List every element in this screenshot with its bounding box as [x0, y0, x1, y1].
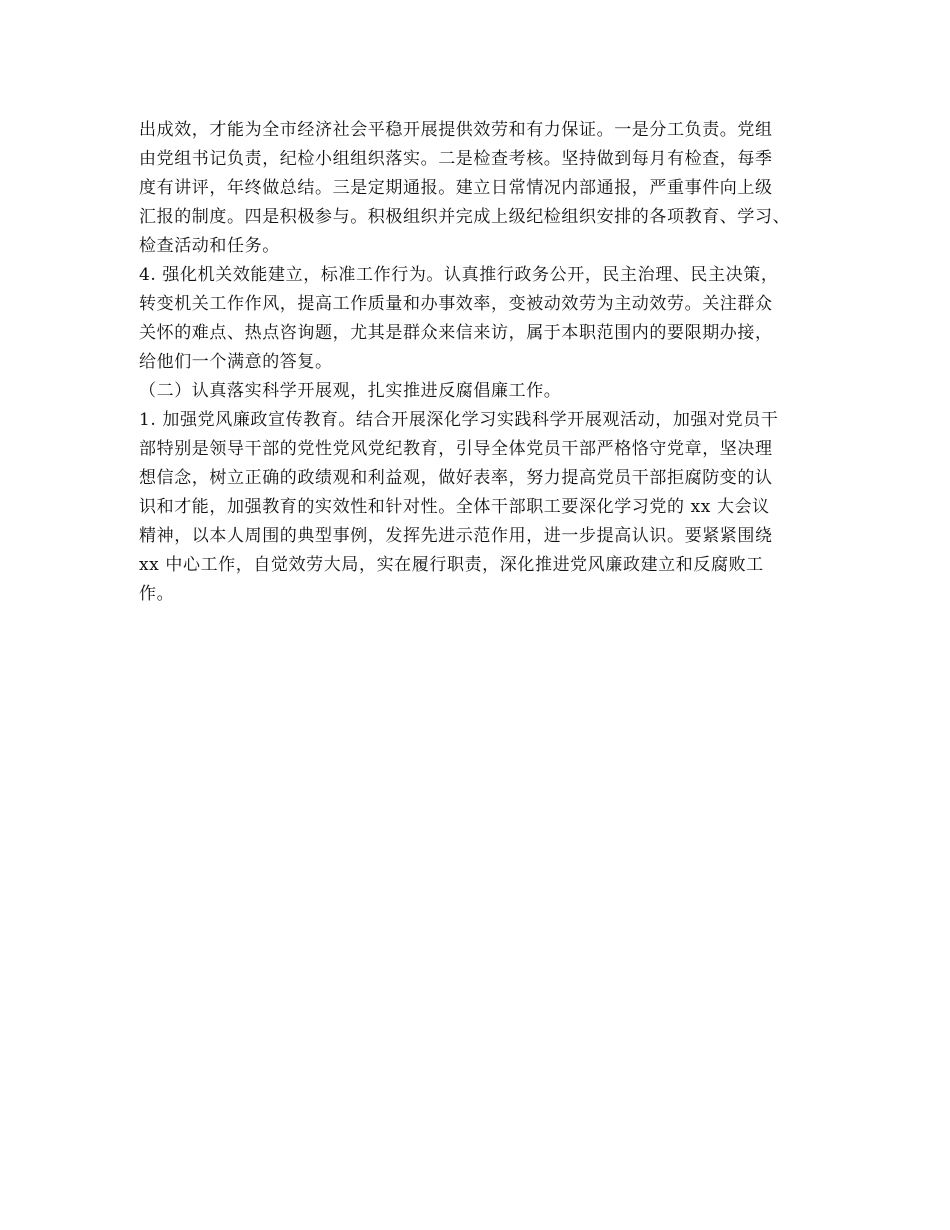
body-text [139, 116, 839, 609]
section-heading: （二）认真落实科学开展观，扎实推进反腐倡廉工作。 [139, 381, 562, 401]
text-line: 汇报的制度。四是积极参与。积极组织并完成上级纪检组织安排的各项教育、学习、 [139, 207, 791, 227]
text-line: 1. 加强党风廉政宣传教育。结合开展深化学习实践科学开展观活动，加强对党员干 [139, 410, 779, 430]
text-line: xx 中心工作，自觉效劳大局，实在履行职责，深化推进党风廉政建立和反腐败工 [139, 555, 764, 575]
text-line: 给他们一个满意的答复。 [139, 352, 333, 372]
text-line: 由党组书记负责，纪检小组组织落实。二是检查考核。坚持做到每月有检查，每季 [139, 149, 773, 169]
text-line: 出成效，才能为全市经济社会平稳开展提供效劳和有力保证。一是分工负责。党组 [139, 120, 773, 140]
text-line: 关怀的难点、热点咨询题，尤其是群众来信来访，属于本职范围内的要限期办接， [139, 323, 773, 343]
text-line: 精神，以本人周围的典型事例，发挥先进示范作用，进一步提高认识。要紧紧围绕 [139, 526, 773, 546]
text-line: 检查活动和任务。 [139, 236, 280, 256]
text-line: 度有讲评，年终做总结。三是定期通报。建立日常情况内部通报，严重事件向上级 [139, 178, 773, 198]
text-line: 想信念，树立正确的政绩观和利益观，做好表率，努力提高党员干部拒腐防变的认 [139, 468, 773, 488]
text-line: 转变机关工作作风，提高工作质量和办事效率，变被动效劳为主动效劳。关注群众 [139, 294, 773, 314]
text-line: 部特别是领导干部的党性党风党纪教育，引导全体党员干部严格恪守党章，坚决理 [139, 439, 773, 459]
text-line: 4. 强化机关效能建立，标准工作行为。认真推行政务公开，民主治理、民主决策， [139, 265, 779, 285]
text-line: 作。 [139, 584, 175, 604]
text-line: 识和才能，加强教育的实效性和针对性。全体干部职工要深化学习党的 xx 大会议 [139, 497, 770, 517]
